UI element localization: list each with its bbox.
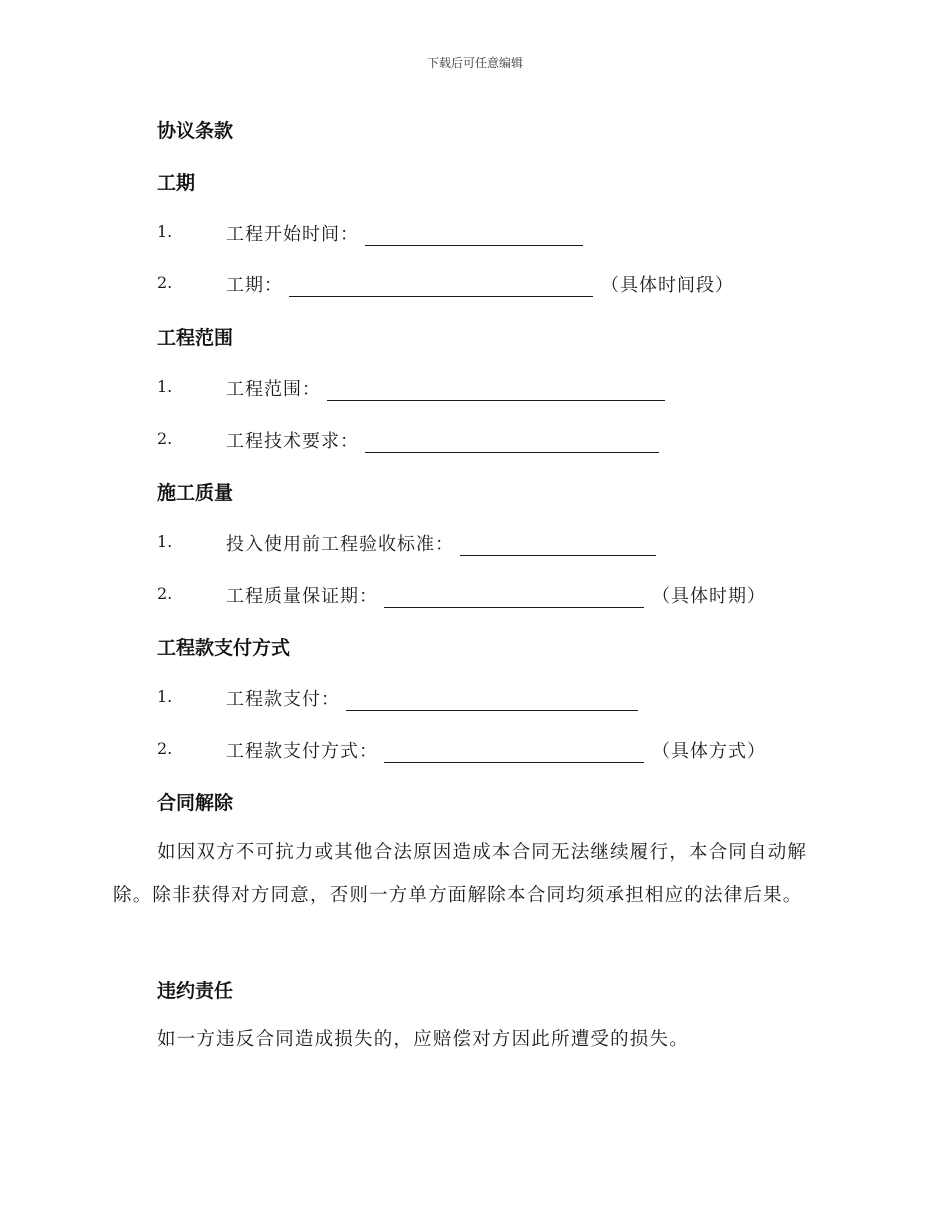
item-suffix: （具体方式） bbox=[652, 741, 766, 762]
item-label: 工程质量保证期： bbox=[226, 586, 378, 607]
item-number: 2. bbox=[157, 739, 173, 758]
termination-paragraph: 如因双方不可抗力或其他合法原因造成本合同无法继续履行，本合同自动解除。除非获得对方同意，否则一方单方面解除本合同均须承担相应的法律后果。 bbox=[113, 842, 808, 906]
item-label: 工程款支付： bbox=[226, 689, 340, 710]
item-number: 1. bbox=[157, 222, 173, 241]
section-heading-quality: 施工质量 bbox=[157, 482, 234, 504]
section-heading-liability: 违约责任 bbox=[157, 980, 234, 1002]
payment-method-blank-field[interactable] bbox=[384, 744, 644, 763]
item-label: 工程技术要求： bbox=[226, 431, 359, 452]
payment-blank-field[interactable] bbox=[346, 692, 638, 711]
item-label: 工期： bbox=[226, 275, 283, 296]
item-label: 工程款支付方式： bbox=[226, 741, 378, 762]
start-time-blank-field[interactable] bbox=[365, 227, 583, 246]
section-heading-payment: 工程款支付方式 bbox=[157, 637, 291, 659]
agreement-title: 协议条款 bbox=[157, 120, 234, 142]
item-number: 1. bbox=[157, 687, 173, 706]
duration-blank-field[interactable] bbox=[289, 278, 593, 297]
item-suffix: （具体时间段） bbox=[601, 275, 734, 296]
liability-paragraph: 如一方违反合同造成损失的，应赔偿对方因此所遭受的损失。 bbox=[157, 1029, 689, 1050]
item-suffix: （具体时期） bbox=[652, 586, 766, 607]
section-heading-termination: 合同解除 bbox=[157, 792, 234, 814]
warranty-period-blank-field[interactable] bbox=[384, 589, 644, 608]
section-heading-scope: 工程范围 bbox=[157, 327, 234, 349]
item-number: 2. bbox=[157, 584, 173, 603]
item-number: 1. bbox=[157, 532, 173, 551]
item-number: 2. bbox=[157, 273, 173, 292]
item-number: 2. bbox=[157, 429, 173, 448]
item-label: 工程范围： bbox=[226, 379, 321, 400]
item-label: 投入使用前工程验收标准： bbox=[226, 534, 454, 555]
item-label: 工程开始时间： bbox=[226, 224, 359, 245]
page-header-note: 下载后可任意编辑 bbox=[426, 56, 523, 70]
technical-requirements-blank-field[interactable] bbox=[365, 434, 659, 453]
section-heading-schedule: 工期 bbox=[157, 172, 196, 194]
item-number: 1. bbox=[157, 377, 173, 396]
acceptance-standard-blank-field[interactable] bbox=[460, 537, 656, 556]
scope-blank-field[interactable] bbox=[327, 382, 665, 401]
